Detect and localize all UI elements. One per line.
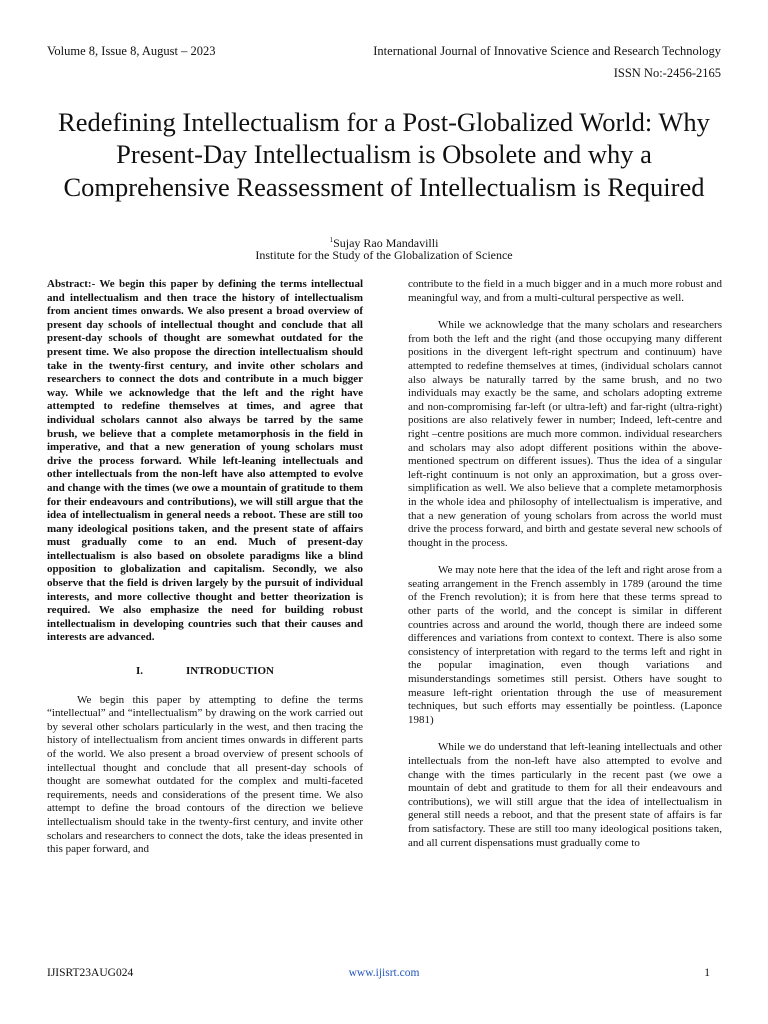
section-heading xyxy=(47,665,363,679)
page-number: 1 xyxy=(704,967,710,979)
section-number: I. xyxy=(135,665,144,678)
paper-title: Redefining Intellectualism for a Post-Globalized World: Why Present-Day Intellectualism is Obsolete and why a Comprehensive Reassessment of Intellectualism is Required xyxy=(58,106,710,202)
author-affiliation: Institute for the Study of the Globalization of Science xyxy=(255,248,513,262)
section-title: INTRODUCTION xyxy=(185,665,274,678)
right-column xyxy=(408,278,722,850)
issn: ISSN No:-2456-2165 xyxy=(613,66,721,80)
body-paragraph: While we do understand that left-leaning intellectuals and other intellectuals from the non-left have also attempted to evolve and change with the times particularly in the recent past (we owe a mountain of debt and gratitude to them for all their endeavours and contributions), we will still argue that the idea of intellectualism in general still needs a reboot, and that the present state of affairs is far from satisfactory. These are still too many ideological positions taken, and all current dispensations must gradually come to xyxy=(408,741,722,849)
volume-issue: Volume 8, Issue 8, August – 2023 xyxy=(47,44,216,58)
intro-paragraph: We begin this paper by attempting to define the terms “intellectual” and “intellectualism” by drawing on the work carried out by several other scholars particularly in the west, and then tracing the history of intellectualism from ancient times onwards in different parts of the world. We also present a broad overview of present schools of intellectual thought and conclude that all present-day schools of thought are somewhat outdated for the complex and multi-faceted requirements, needs and considerations of the present time. We also attempt to define the broad contours of the direction we believe intellectualism should take in the twenty-first century, and invite other scholars and researchers to connect the dots, take the ideas presented in this paper forward, and xyxy=(47,693,363,856)
left-column xyxy=(47,278,363,857)
journal-name: International Journal of Innovative Science and Research Technology xyxy=(373,44,721,58)
body-paragraph: contribute to the field in a much bigger and in a much more robust and meaningful way, and from a multi-cultural perspective as well. xyxy=(408,278,722,304)
abstract: Abstract:- We begin this paper by defining the terms intellectual and intellectualism and then trace the history of intellectualism from ancient times onwards. We also present a broad overview of present day schools of intellectual thought and conclude that all present-day schools of thought are somewhat outdated for the present time. We also propose the direction intellectualism should take in the twenty-first century, and invite other scholars and researchers to connect the dots and contribute in a much bigger way. While we acknowledge that the left and the right have attempted to redefine themselves at times, and agree that individual scholars cannot also always be tarred by the same brush, we believe that a complete metamorphosis in the field in imperative, and that a new generation of young scholars must drive the process forward. While left-leaning intellectuals and other intellectuals from the non-left have also attempted to evolve and change with the times (we owe a mountain of gratitude to them for their endeavours and contributions), we will still argue that the idea of intellectualism in general needs a reboot. These are still too many ideological positions taken, and the present state of affairs must gradually come to an end. Much of present-day intellectualism is also based on obsolete paradigms like a blind opposition to globalization and capitalism. Secondly, we also observe that the field is driven largely by the pursuit of individual interests, and more collective thought and better theorization is required. We also emphasize the need for building robust intellectualism in developing countries such that their causes and interests are advanced. xyxy=(47,278,363,644)
body-paragraph: We may note here that the idea of the left and right arose from a seating arrangement in the French assembly in 1789 (around the time of the French revolution); it is from here that these terms spread to other parts of the world, and the concept is similar in different countries across and around the world, though there are indeed some differences and variations from context to context. There is also some consistency of interpretation with regard to the terms left and right in the popular imagination, even though variations and misunderstandings sometimes still persist. Others have sought to measure left-right orientation through the use of measurement techniques, but such efforts may essentially be pointless. (Laponce 1981) xyxy=(408,564,722,726)
paper-id: IJISRT23AUG024 xyxy=(47,967,134,979)
author-superscript: 1 xyxy=(329,236,334,244)
journal-website-link[interactable]: www.ijisrt.com xyxy=(348,967,420,979)
body-paragraph: While we acknowledge that the many scholars and researchers from both the left and the right (and those occupying many different positions in the divergent left-right spectrum and continuum) have attempted to redefine themselves at times, (individual scholars cannot also always be naturally tarred by the same brush, and no two individuals may exactly be the same, and scholars adopting extreme and non-compromising far-left (or ultra-left) and far-right (ultra-right) positions are also relatively fewer in number; Indeed, left-centre and right –centre positions are much more common. individual researchers and scholars may also adopt different positions within the above-mentioned spectrum on different issues). Thus the idea of a singular left-right continuum is not only an approximation, but a gross over-simplification as well. We also believe that a complete metamorphosis in the whole idea and philosophy of intellectualism is imperative, and that a new generation of young scholars from across the world must drive the process forward, and birth and gestate several new schools of thought in the process. xyxy=(408,319,722,549)
author-name: Sujay Rao Mandavilli xyxy=(333,236,439,250)
